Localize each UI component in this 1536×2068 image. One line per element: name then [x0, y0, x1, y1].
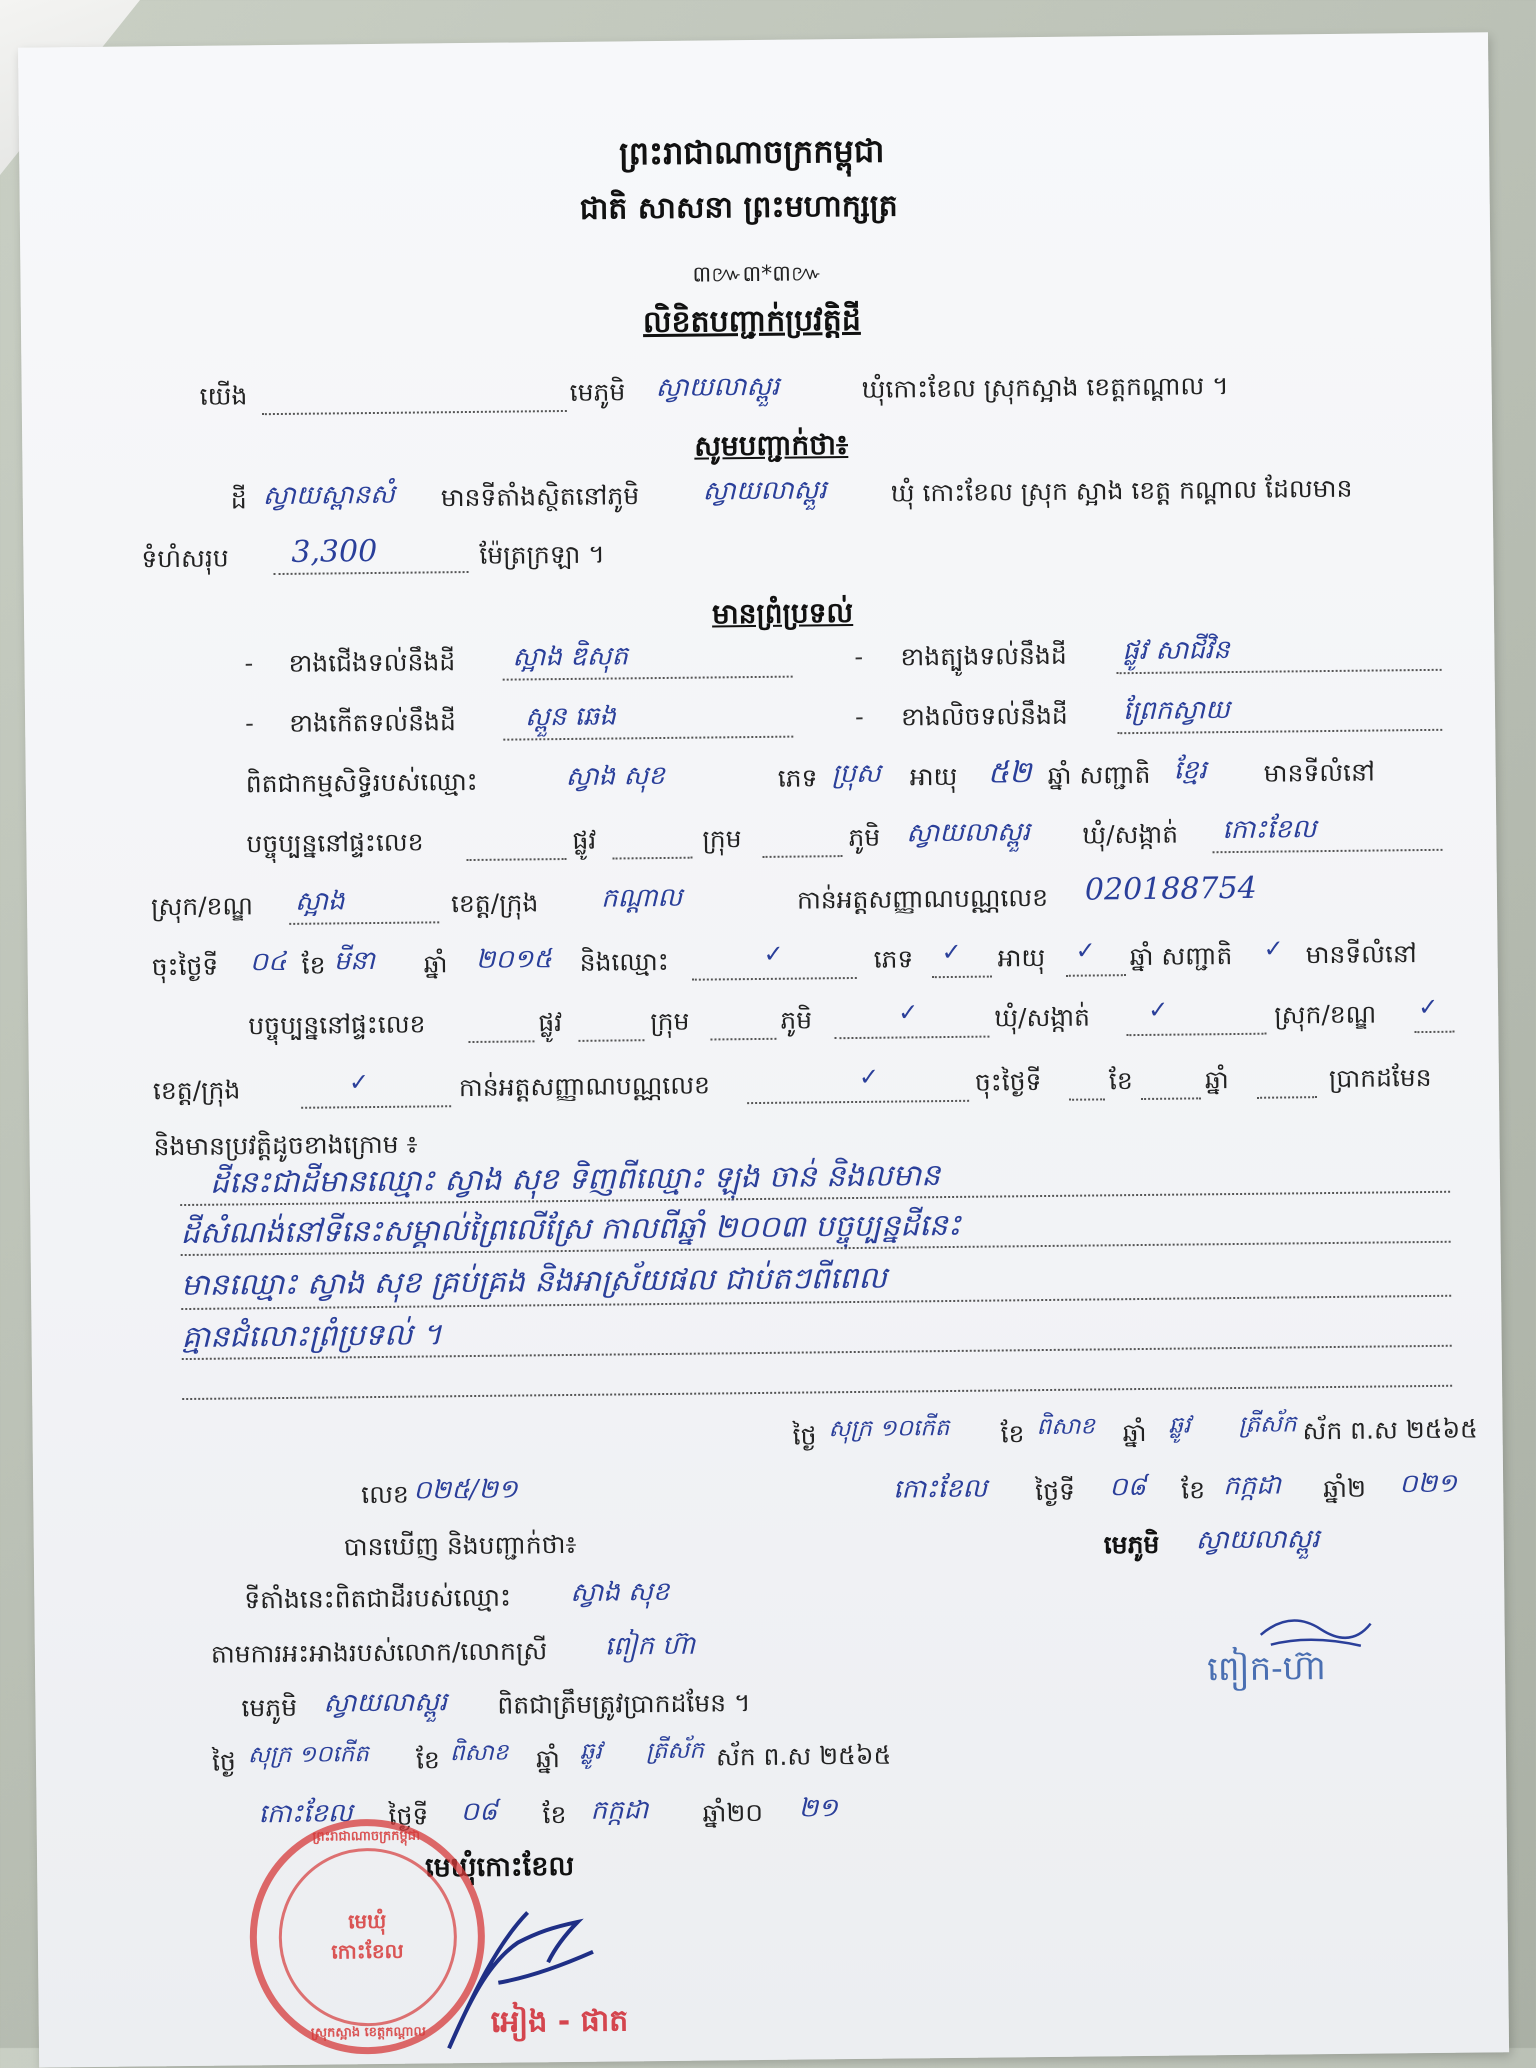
area-unit: ម៉ែត្រក្រឡា ។ — [479, 539, 605, 570]
chief-month2-label: ខែ — [1181, 1475, 1206, 1505]
history-rule — [182, 1385, 1452, 1400]
tick-mark: ✓ — [348, 1068, 370, 1097]
age-value: ៥២ — [987, 755, 1032, 791]
area-label: ទំហំសរុប — [141, 543, 229, 574]
bullet: - — [854, 702, 864, 731]
commune-chief-village-value: ស្វាយលាស្ពួរ — [323, 1687, 448, 1719]
chief-place: កោះខែល — [893, 1473, 988, 1505]
chief-lunar-day: សុក្រ ១០កើត — [828, 1415, 950, 1443]
year-label: ឆ្នាំ — [423, 949, 448, 979]
commune-day2-value: ០៨ — [460, 1796, 498, 1828]
place-label: ទីតាំងនេះពិតជាដីរបស់ឈ្មោះ — [244, 1582, 512, 1615]
date-prefix: ចុះថ្ងៃទី — [151, 951, 219, 982]
tick-mark: ✓ — [1075, 936, 1096, 965]
seal-center-text: មេឃុំ — [348, 1908, 387, 1934]
sex2-label: ភេទ — [873, 944, 914, 974]
district-value: ស្អាង — [294, 886, 345, 917]
commune-be-label: ស័ក ព.ស ២៥៦៥ — [715, 1740, 892, 1772]
group-label: ក្រុម — [702, 824, 742, 854]
village2-label: ភូមិ — [780, 1005, 813, 1035]
id2-field — [747, 1100, 969, 1104]
bullet: - — [854, 642, 864, 671]
street2-field — [578, 1039, 644, 1042]
owner-label: ពិតជាកម្មសិទ្ធិរបស់ឈ្មោះ — [245, 766, 478, 799]
commune-year2-label: ឆ្នាំ២០ — [702, 1797, 764, 1828]
village2-field — [834, 1036, 989, 1040]
commune-chief-stamp-name: អៀង - ផាត — [490, 2003, 629, 2040]
month2-label: ខែ — [1108, 1066, 1133, 1096]
group2-label: ក្រុម — [650, 1006, 690, 1037]
group-field — [763, 855, 843, 858]
location-value: ស្វាយលាស្ពួរ — [702, 475, 827, 507]
south-label: ខាងត្បូងទល់នឹងដី — [900, 640, 1067, 672]
ornament: ៣៚៣*៣៚ — [692, 261, 823, 288]
chief-village: ស្វាយលាស្ពួរ — [1195, 1524, 1320, 1556]
month-label: ខែ — [301, 950, 326, 980]
seen-label: បានឃើញ និងបញ្ជាក់ថា៖ — [343, 1529, 577, 1562]
village-label: ភូមិ — [848, 822, 881, 853]
commune-day-label: ថ្ងៃ — [211, 1747, 236, 1777]
village-value: ស្វាយលាស្ពួរ — [906, 817, 1031, 849]
confirm-heading: សូមបញ្ជាក់ថា៖ — [694, 428, 849, 463]
chief-month2-value: កក្កដា — [1223, 1470, 1282, 1502]
street-field — [613, 857, 693, 860]
claim-label: តាមការអះអាងរបស់លោក/លោកស្រី — [210, 1636, 548, 1669]
date-day: ០៤ — [249, 946, 287, 978]
village-chief-label: មេភូមិ — [569, 377, 626, 407]
tick-mark: ✓ — [1418, 992, 1439, 1022]
residence2-label: មានទីលំនៅ — [1305, 939, 1417, 970]
tick-mark: ✓ — [898, 998, 919, 1027]
commune-chief-village-label: មេភូមិ — [241, 1692, 298, 1723]
east-label: ខាងកើតទល់នឹងដី — [288, 707, 456, 738]
house2-label: បច្ចុប្បន្ននៅផ្ទះលេខ — [248, 1009, 426, 1041]
ref-label: លេខ — [361, 1479, 409, 1510]
commune-lunar-day: សុក្រ ១០កើត — [247, 1741, 369, 1769]
south-value: ផ្លូវ សាជីវិន — [1122, 635, 1230, 667]
document-title: លិខិតបញ្ជាក់ប្រវត្តិដី — [642, 302, 861, 341]
commune-chief-label: មេឃុំកោះខែល — [424, 1850, 575, 1884]
north-label: ខាងជើងទល់នឹងដី — [288, 647, 456, 678]
chief-year-animal: ឆ្លូវ — [1168, 1412, 1191, 1439]
year2-label: ឆ្នាំ — [1204, 1065, 1229, 1095]
west-value: ព្រែកស្វាយ — [1122, 695, 1230, 727]
history-line: គ្មានជំលោះព្រំប្រទល់ ។ — [181, 1317, 443, 1356]
chief-month-label: ខែ — [1000, 1419, 1025, 1449]
village-value: ស្វាយលាស្ពួរ — [655, 371, 780, 404]
and-name-label: និងឈ្មោះ — [579, 946, 669, 977]
province2-label: ខេត្ត/ក្រុង — [152, 1075, 241, 1106]
house2-field — [468, 1040, 534, 1043]
chief-day-label: ថ្ងៃ — [792, 1421, 817, 1451]
chief-year2-value: ០២១ — [1399, 1468, 1458, 1500]
seal-bottom-text: ស្រុកស្អាង ខេត្តកណ្ដាល — [310, 2024, 426, 2041]
chief-be-label: ស័ក ព.ស ២៥៦៥ — [1302, 1414, 1478, 1446]
district2-field — [1414, 1031, 1454, 1033]
date2-label: ចុះថ្ងៃទី — [974, 1067, 1042, 1097]
location-suffix: ឃុំ កោះខែល ស្រុក ស្អាង ខេត្ត កណ្ដាល ដែលមាន — [890, 473, 1353, 508]
chief-day2-value: ០៨ — [1109, 1471, 1147, 1503]
district2-label: ស្រុក/ខណ្ឌ — [1274, 999, 1377, 1030]
group2-field — [710, 1038, 776, 1041]
street-label: ផ្លូវ — [572, 825, 597, 855]
commune-label: ឃុំ/សង្កាត់ — [1082, 819, 1179, 850]
sex-label: ភេទ — [777, 763, 818, 793]
id-value: 020188754 — [1084, 870, 1257, 908]
commune-lunar-month: ពិសាខ — [449, 1739, 509, 1767]
commune-year2-value: ២១ — [798, 1793, 839, 1824]
chief-era: ត្រីស័ក — [1238, 1411, 1297, 1438]
tick-mark: ✓ — [1263, 934, 1284, 963]
chief-label: មេភូមិ — [1103, 1529, 1160, 1560]
place-value: ស្វាង សុខ — [570, 1576, 670, 1608]
date2-field — [1069, 1098, 1105, 1100]
commune-month2-label: ខែ — [542, 1800, 567, 1830]
commune-day2-label: ថ្ងៃទី — [388, 1801, 429, 1831]
age-label: អាយុ — [909, 761, 958, 792]
nationality-value: ខ្មែរ — [1173, 755, 1207, 786]
name2-field — [692, 977, 857, 981]
house-label: បច្ចុប្បន្ននៅផ្ទះលេខ — [246, 827, 424, 859]
house-field — [467, 858, 567, 861]
seal-top-text: ព្រះរាជាណាចក្រកម្ពុជា — [312, 1828, 421, 1845]
province-label: ខេត្ត/ក្រុង — [450, 888, 539, 919]
year2-field — [1257, 1096, 1317, 1099]
bullet: - — [244, 709, 254, 738]
land-label: ដី — [230, 485, 247, 515]
id2-label: កាន់អត្តសញ្ញាណបណ្ណលេខ — [458, 1070, 711, 1103]
age-unit: ឆ្នាំ សញ្ជាតិ — [1047, 759, 1151, 790]
chief-signatory: ពៀក-ហ៊ា — [1206, 1648, 1327, 1690]
motto: ជាតិ សាសនា ព្រះមហាក្សត្រ — [579, 188, 898, 227]
history-line: ដីសំណង់នៅទីនេះសម្គាល់ព្រៃលើស្រែ កាលពីឆ្នាំ ២០០៣ បច្ចុប្បន្នដីនេះ — [180, 1207, 962, 1252]
chief-lunar-month: ពិសាខ — [1036, 1413, 1096, 1441]
commune2-field — [1126, 1033, 1266, 1036]
claim-value: ពៀក ហ៊ា — [604, 1630, 696, 1662]
area-field — [274, 571, 469, 575]
chief-year-label: ឆ្នាំ — [1122, 1417, 1147, 1448]
commune-month2-value: កក្កដា — [590, 1795, 649, 1826]
commune-value: កោះខែល — [1222, 814, 1317, 846]
land-history-certificate — [18, 32, 1509, 2047]
tick-mark: ✓ — [1148, 995, 1169, 1024]
document-paper — [18, 32, 1509, 2067]
kingdom-heading: ព្រះរាជាណាចក្រកម្ពុជា — [618, 131, 885, 173]
history-line: ដីនេះជាដីមានឈ្មោះ ស្វាង សុខ ទិញពីឈ្មោះ ឡុង ចាន់ និងលមាន — [209, 1158, 941, 1201]
commune-place: កោះខែល — [258, 1798, 353, 1830]
history-label: និងមានប្រវត្តិដូចខាងក្រោម ៖ — [153, 1129, 418, 1162]
id-label: កាន់អត្តសញ្ញាណបណ្ណលេខ — [796, 882, 1049, 915]
chief-day2-label: ថ្ងៃទី — [1035, 1476, 1076, 1507]
east-value: ស្ពួន ឆេង — [524, 701, 617, 733]
owner-value: ស្វាង សុខ — [565, 760, 665, 793]
seal-center-text-2: កោះខែល — [331, 1938, 404, 1964]
land-value: ស្វាយស្ពានសំ — [262, 479, 395, 512]
history-line: មានឈ្មោះ ស្វាង សុខ គ្រប់គ្រង និងអាស្រ័យផល ជាប់តៗពីពេល — [180, 1260, 888, 1304]
north-value: ស្អាង ឌិសុត — [512, 641, 629, 673]
we-label: យើង — [199, 381, 248, 411]
bullet: - — [244, 649, 254, 678]
line1-suffix: ឃុំកោះខែល ស្រុកស្អាង ខេត្តកណ្ដាល ។ — [861, 371, 1229, 404]
age2-label: អាយុ — [997, 942, 1046, 973]
age2-field — [1066, 974, 1126, 977]
tick-mark: ✓ — [763, 939, 784, 968]
commune-era: ត្រីស័ក — [645, 1737, 704, 1765]
west-label: ខាងលិចទល់នឹងដី — [900, 700, 1068, 732]
true-label: ប្រាកដមែន — [1328, 1062, 1432, 1094]
location-label: មានទីតាំងស្ថិតនៅភូមិ — [440, 481, 640, 513]
age2-unit: ឆ្នាំ សញ្ជាតិ — [1129, 941, 1233, 972]
province2-field — [301, 1105, 451, 1109]
month2-field — [1141, 1097, 1201, 1100]
sex2-field — [932, 976, 992, 979]
area-value: 3,300 — [291, 533, 378, 570]
date-year: ២០១៥ — [475, 944, 552, 975]
commune-year-animal: ឆ្លូវ — [579, 1738, 602, 1765]
commune-true-label: ពិតជាត្រឹមត្រូវប្រាកដមែន ។ — [497, 1688, 751, 1720]
date-month: មីនា — [333, 946, 376, 977]
sex-value: ប្រុស — [831, 758, 881, 790]
tick-mark: ✓ — [941, 937, 962, 967]
district-label: ស្រុក/ខណ្ឌ — [150, 891, 254, 922]
we-field — [262, 410, 567, 415]
borders-heading: មានព្រំប្រទល់ — [711, 595, 854, 631]
commune-month-label: ខែ — [415, 1745, 440, 1775]
ref-value: ០២៥/២១ — [413, 1474, 518, 1506]
province-value: កណ្ដាល — [600, 882, 683, 914]
district-field — [289, 921, 439, 925]
commune2-label: ឃុំ/សង្កាត់ — [994, 1002, 1091, 1033]
tick-mark: ✓ — [858, 1062, 880, 1091]
chief-year2-label: ឆ្នាំ២ — [1323, 1473, 1367, 1504]
commune-year-label: ឆ្នាំ — [535, 1744, 560, 1774]
street2-label: ផ្លូវ — [538, 1008, 563, 1038]
residence-label: មានទីលំនៅ — [1263, 757, 1375, 788]
